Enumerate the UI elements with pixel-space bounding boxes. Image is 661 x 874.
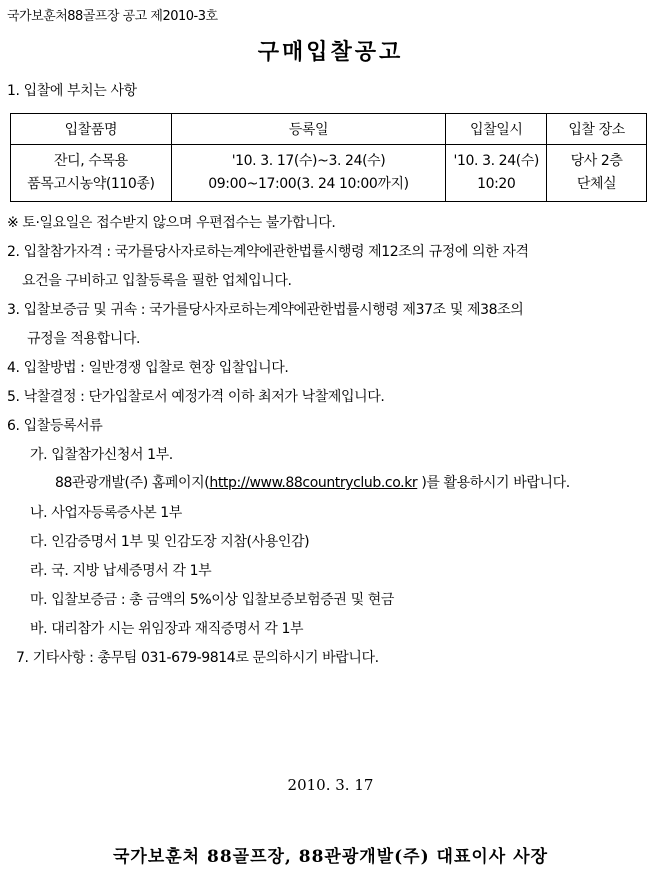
item-name-line2: 품목고시농약(110종) xyxy=(27,176,155,192)
doc-item-da: 다. 인감증명서 1부 및 인감도장 지참(사용인감) xyxy=(30,534,310,550)
homepage-link[interactable]: http://www.88countryclub.co.kr xyxy=(209,475,418,491)
table-row xyxy=(11,145,647,202)
doc-item-ma: 마. 입찰보증금 : 총 금액의 5%이상 입찰보증보험증권 및 현금 xyxy=(30,592,395,608)
section6-heading: 6. 입찰등록서류 xyxy=(7,418,103,434)
section3-line1: 3. 입찰보증금 및 귀속 : 국가를당사자로하는계약에관한법률시행령 제37조 및 제38조의 xyxy=(7,302,524,318)
doc-item-na: 나. 사업자등록증사본 1부 xyxy=(30,505,182,521)
cell-registration-date xyxy=(171,145,446,202)
section2-line1: 2. 입찰참가자격 : 국가를당사자로하는계약에관한법률시행령 제12조의 규정에 의한 자격 xyxy=(7,244,529,260)
cell-bid-place xyxy=(547,145,647,202)
header-bid-place: 입찰 장소 xyxy=(547,114,647,145)
page-title: 구매입찰공고 xyxy=(257,39,404,65)
header-item-name: 입찰품명 xyxy=(11,114,172,145)
header-registration-date: 등록일 xyxy=(171,114,446,145)
homepage-note-prefix: 88관광개발(주) 홈페이지( xyxy=(55,475,210,491)
doc-item-ba: 바. 대리참가 시는 위임장과 재직증명서 각 1부 xyxy=(30,621,304,637)
section5-text: 5. 낙찰결정 : 단가입찰로서 예정가격 이하 최저가 낙찰제입니다. xyxy=(7,389,385,405)
bid-place-line1: 당사 2층 xyxy=(570,153,623,169)
section4-text: 4. 입찰방법 : 일반경쟁 입찰로 현장 입찰입니다. xyxy=(7,360,289,376)
section1-heading: 1. 입찰에 부치는 사항 xyxy=(7,83,137,99)
item-name-line1: 잔디, 수목용 xyxy=(53,153,128,169)
doc-item-ga: 가. 입찰참가신청서 1부. xyxy=(30,447,173,463)
registration-date-line2: 09:00~17:00(3. 24 10:00까지) xyxy=(208,176,409,192)
cell-item-name xyxy=(11,145,172,202)
registration-date-line1: '10. 3. 17(수)~3. 24(수) xyxy=(231,153,386,169)
bid-items-table xyxy=(10,113,647,202)
cell-bid-datetime xyxy=(446,145,547,202)
section2-line2: 요건을 구비하고 입찰등록을 필한 업체입니다. xyxy=(22,273,292,289)
section7-text: 7. 기타사항 : 총무팀 031-679-9814로 문의하시기 바랍니다. xyxy=(16,650,379,666)
document-number: 국가보훈처88골프장 공고 제2010-3호 xyxy=(7,9,218,24)
bid-place-line2: 단체실 xyxy=(576,176,617,192)
table-header-row xyxy=(11,114,647,145)
doc-item-ra: 라. 국. 지방 납세증명서 각 1부 xyxy=(30,563,212,579)
announcement-date: 2010. 3. 17 xyxy=(287,776,374,794)
homepage-note xyxy=(55,472,570,492)
issuer-signature: 국가보훈처 88골프장, 88관광개발(주) 대표이사 사장 xyxy=(112,847,548,867)
bid-date-line: '10. 3. 24(수) xyxy=(453,153,539,169)
weekend-note: ※ 토·일요일은 접수받지 않으며 우편접수는 불가합니다. xyxy=(7,215,336,231)
bid-time-line: 10:20 xyxy=(477,176,516,192)
section3-line2: 규정을 적용합니다. xyxy=(27,331,141,347)
header-bid-datetime: 입찰일시 xyxy=(446,114,547,145)
homepage-note-suffix: )를 활용하시기 바랍니다. xyxy=(417,475,570,491)
